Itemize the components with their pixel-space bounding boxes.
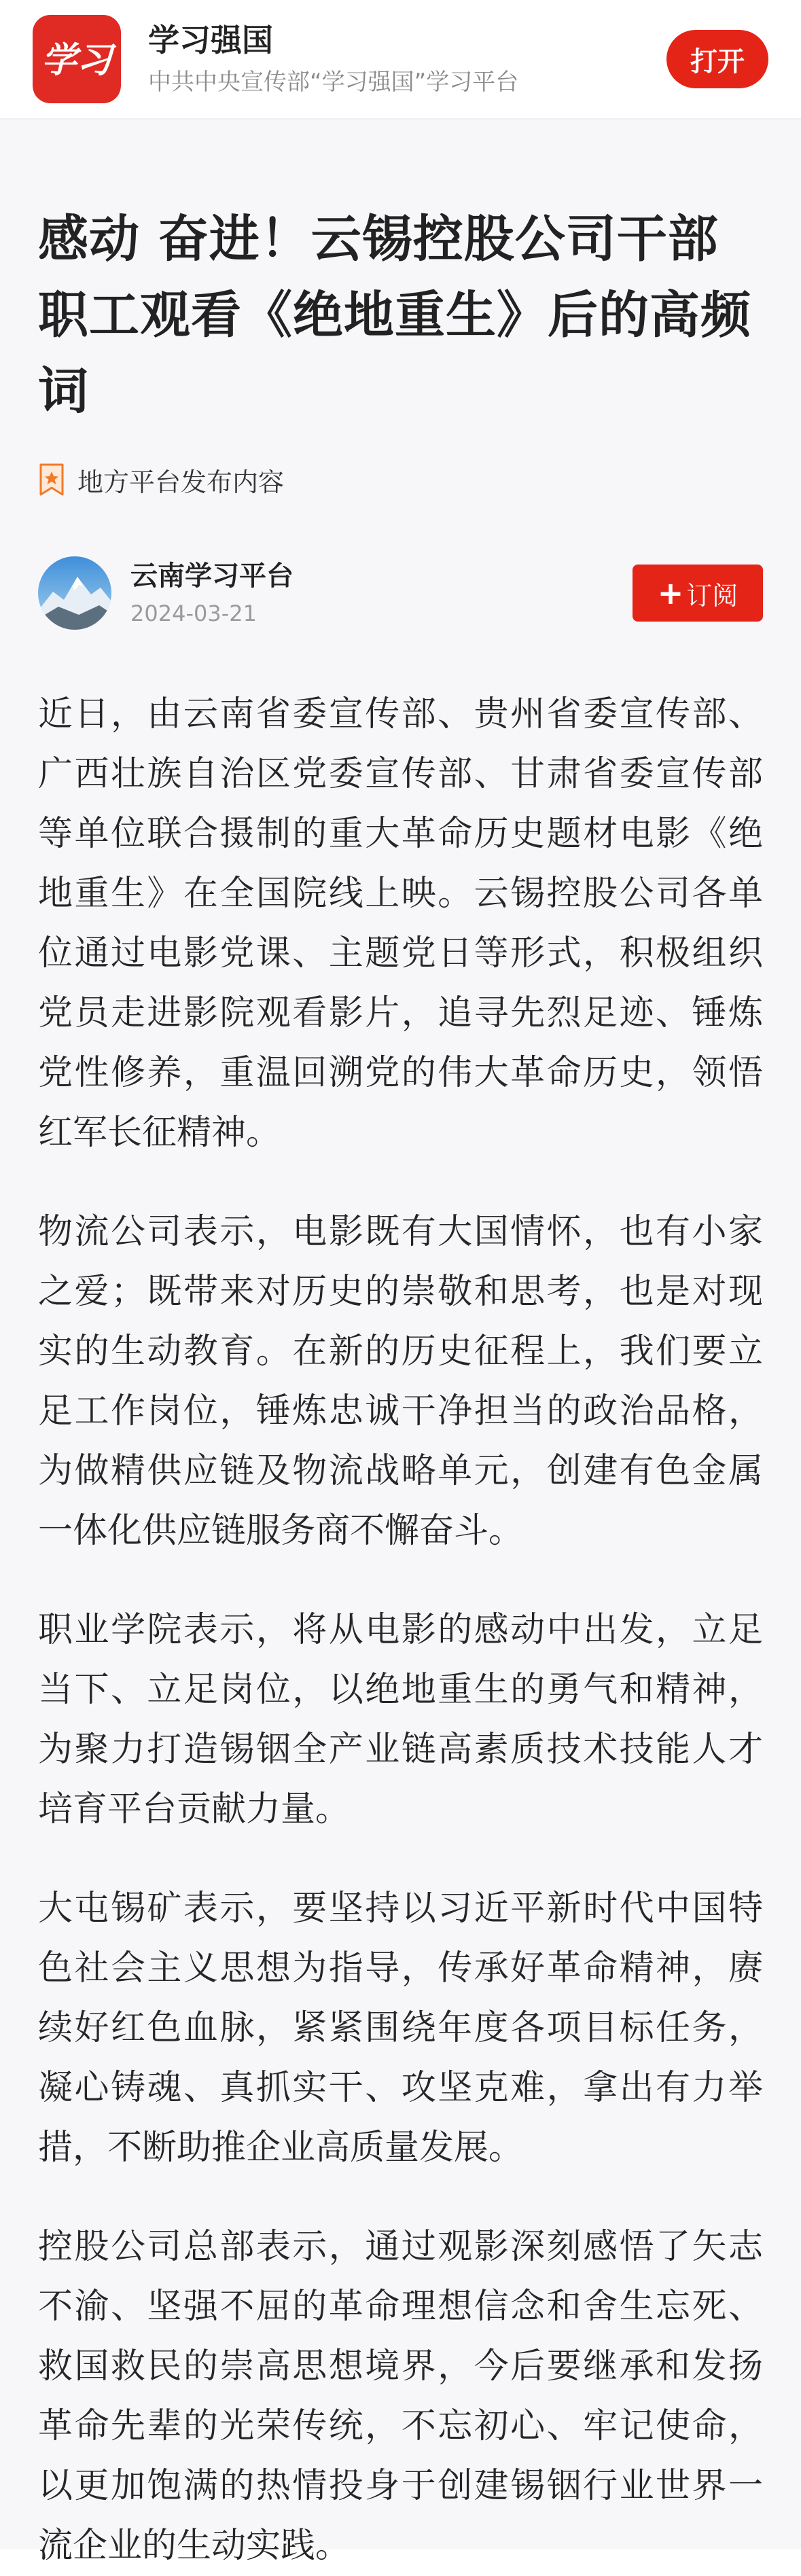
app-subtitle: 中共中央宣传部“学习强国”学习平台 (148, 69, 519, 96)
paragraph: 物流公司表示，电影既有大国情怀，也有小家之爱；既带来对历史的崇敬和思考，也是对现实的生动教育。在新的历史征程上，我们要立足工作岗位，锤炼忠诚干净担当的政治品格，为做精供应链及物流战略单元，创建有色金属一体化供应链服务商不懈奋斗。 (38, 1212, 763, 1551)
subscribe-button[interactable] (633, 565, 763, 622)
open-app-button[interactable]: 打开 (666, 30, 768, 88)
author-row (38, 556, 763, 630)
author-avatar[interactable] (38, 556, 111, 630)
article-body (38, 685, 763, 2576)
source-label: 地方平台发布内容 (77, 467, 285, 497)
plus-icon: + (657, 575, 684, 611)
app-download-banner (0, 0, 801, 120)
paragraph: 大屯锡矿表示，要坚持以习近平新时代中国特色社会主义思想为指导，传承好革命精神，赓续好红色血脉，紧紧围绕年度各项目标任务，凝心铸魂、真抓实干、攻坚克难，拿出有力举措，不断助推企业高质量发展。 (38, 1889, 763, 2168)
article-title: 感动 奋进！云锡控股公司干部职工观看《绝地重生》后的高频词 (38, 210, 751, 421)
paragraph: 职业学院表示，将从电影的感动中出发，立足当下、立足岗位，以绝地重生的勇气和精神，为聚力打造锡铟全产业链高素质技术技能人才培育平台贡献力量。 (38, 1610, 763, 1829)
local-platform-icon (38, 463, 65, 496)
source-line (38, 459, 763, 500)
author-name[interactable]: 云南学习平台 (130, 560, 293, 592)
xuexi-logo-icon (33, 15, 121, 103)
app-name: 学习强国 (148, 22, 273, 58)
subscribe-label: 订阅 (686, 580, 738, 611)
logo-text: 学习 (41, 39, 113, 81)
publish-date: 2024-03-21 (130, 601, 257, 626)
paragraph: 控股公司总部表示，通过观影深刻感悟了矢志不渝、坚强不屈的革命理想信念和舍生忘死、救国救民的崇高思想境界，今后要继承和发扬革命先辈的光荣传统，不忘初心、牢记使命，以更加饱满的热情投身于创建锡铟行业世界一流企业的生动实践。 (38, 2227, 763, 2566)
article-container (0, 120, 801, 2566)
paragraph: 近日，由云南省委宣传部、贵州省委宣传部、广西壮族自治区党委宣传部、甘肃省委宣传部等单位联合摄制的重大革命历史题材电影《绝地重生》在全国院线上映。云锡控股公司各单位通过电影党课、主题党日等形式，积极组织党员走进影院观看影片，追寻先烈足迹、锤炼党性修养，重温回溯党的伟大革命历史，领悟红军长征精神。 (38, 694, 763, 1153)
